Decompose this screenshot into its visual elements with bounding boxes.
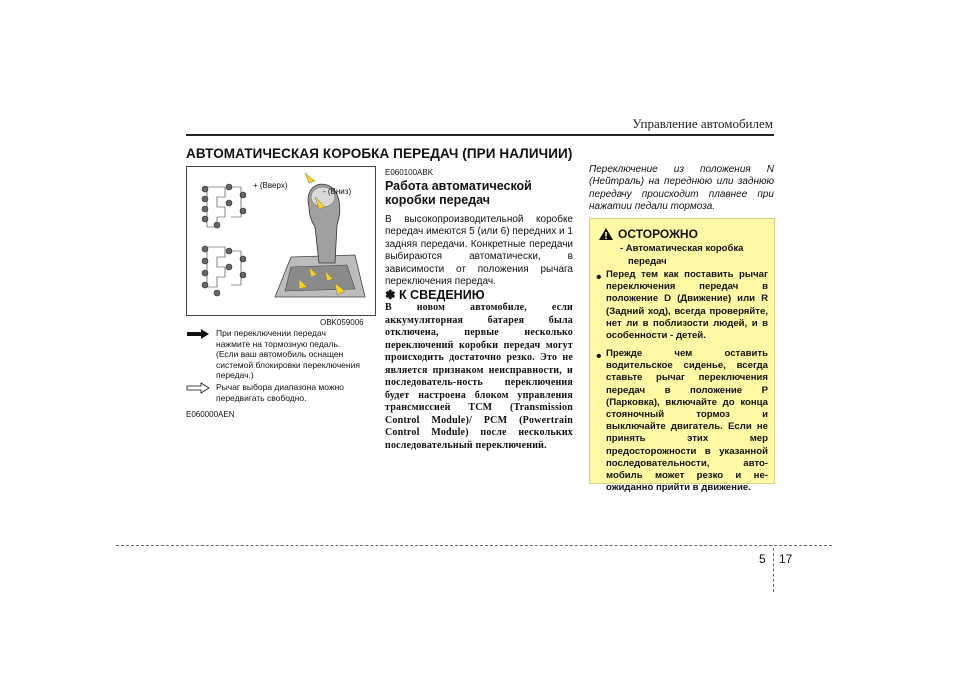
warning-subtitle: - Автоматическая коробка (620, 243, 744, 254)
label-downshift: - (Вниз) (323, 187, 352, 196)
label-upshift: + (Вверх) (253, 181, 288, 190)
section-code: E060100ABK (385, 168, 434, 177)
italic-paragraph: Переключение из положения N (Нейтраль) на переднюю или заднюю передачу происходит плавнее при нажатии педали тормоза. (589, 164, 774, 213)
shift-gate-diagram-upper (202, 184, 246, 228)
header-rule (186, 134, 774, 136)
filled-arrow-icon (186, 328, 210, 340)
warning-subtitle: передач (628, 256, 667, 267)
legend-line: При переключении передач (216, 328, 326, 338)
legend-line: передач.) (216, 370, 254, 381)
body-paragraph: В высокопроизводительной коробке передач имеются 5 (или 6) передних и 1 задняя передачи. Конкретные передачи выбираются автоматически, в зависимости от положения рычага переключения передач. (385, 214, 573, 288)
legend-line: Рычаг выбора диапазона можно (216, 382, 344, 392)
legend-item (186, 328, 374, 382)
figure-code: OBK059006 (320, 318, 364, 327)
footer-dashed-rule (116, 545, 832, 546)
warning-triangle-icon (598, 227, 614, 241)
legend-line: передвигать свободно. (216, 392, 307, 403)
legend-item (186, 382, 374, 406)
outline-arrow-icon (186, 382, 210, 394)
warning-item: Перед тем как поставить рычаг переключения передач в положение D (Движение) или R (Задний ход), всегда проверяйте, нет ли в поблизости людей, и в особенности - детей. (606, 269, 768, 342)
warning-item: Прежде чем оставить водительское сиденье, всегда ставьте рычаг переключения передач в положение P (Парковка), включайте до конца стояночный тормоз и выключайте двигатель. Если не принять этих мер предосторожности в указанной последовательности, авто-мобиль может резко и не-ожиданно прийти в движение. (606, 348, 768, 494)
section-title: АВТОМАТИЧЕСКАЯ КОРОБКА ПЕРЕДАЧ (ПРИ НАЛИЧИИ) (186, 146, 573, 161)
warning-box (589, 218, 775, 494)
bullet-icon: • (596, 348, 602, 365)
legend-line: системой блокировки переключения (216, 359, 360, 370)
bottom-figure-code: E060000AEN (186, 410, 235, 419)
legend-line: нажмите на тормозную педаль. (216, 338, 341, 349)
page-number: 17 (779, 552, 793, 566)
chapter-number: 5 (759, 552, 766, 566)
running-header: Управление автомобилем (632, 116, 773, 131)
subsection-heading: Работа автоматической коробки передач (385, 179, 532, 207)
note-text: В новом автомобиле, если аккумуляторная батарея была отключена, первые несколько переключений коробки передач могут происходить достаточно резко. Это не является признаком неисправности, и последователь-ность переключения будет настроена блоком управления трансмиссией TCM (Transmission Control Module)/ PCM (Powertrain Control Module) после нескольких последовательный переключений. (385, 302, 573, 451)
footer-divider (773, 548, 774, 592)
bullet-icon: • (596, 269, 602, 286)
note-heading: ✽ К СВЕДЕНИЮ (385, 288, 485, 302)
warning-title: ОСТОРОЖНО (618, 227, 698, 241)
shift-gate-diagram-lower (202, 246, 246, 296)
gear-shift-figure (186, 166, 376, 316)
legend-line: (Если ваш автомобиль оснащен (216, 349, 344, 360)
figure-legend (186, 328, 374, 406)
